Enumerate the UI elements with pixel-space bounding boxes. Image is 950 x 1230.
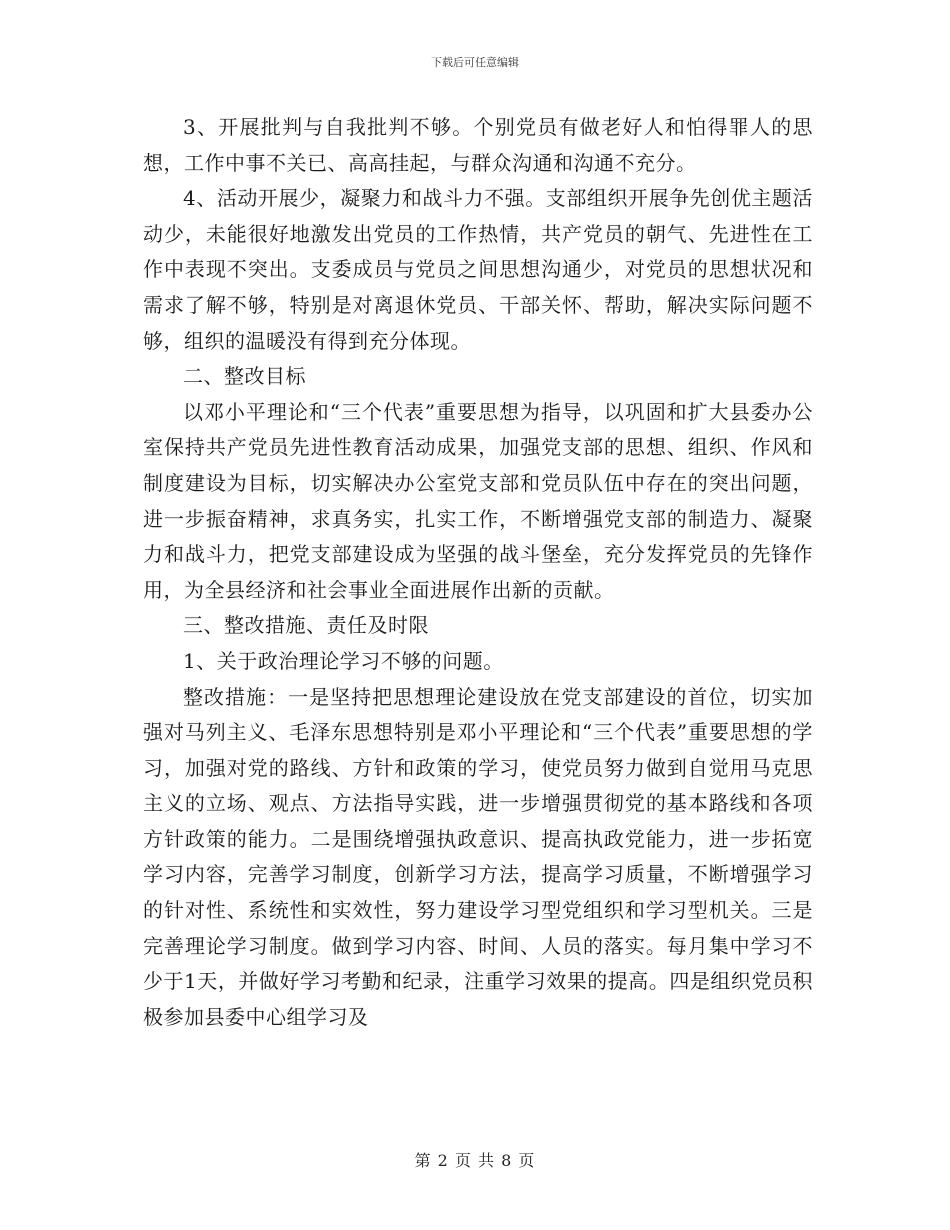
paragraph-criticism: 3、开展批判与自我批判不够。个别党员有做老好人和怕得罪人的思想，工作中事不关已、高高挂起，与群众沟通和沟通不充分。 [143,115,813,175]
subheading-theory-study: 1、关于政治理论学习不够的问题。 [183,648,504,673]
section-heading-measures: 三、整改措施、责任及时限 [183,613,429,638]
paragraph-goals: 以邓小平理论和“三个代表”重要思想为指导，以巩固和扩大县委办公室保持共产党员先进性教育活动成果，加强党支部的思想、组织、作风和制度建设为目标，切实解决办公室党支部和党员队伍中存在的突出问题，进一步振奋精神，求真务实，扎实工作，不断增强党支部的制造力、凝聚力和战斗力，把党支部建设成为坚强的战斗堡垒，充分发挥党员的先锋作用，为全县经济和社会事业全面进展作出新的贡献。 [143,399,813,602]
section-heading-goals: 二、整改目标 [183,364,306,389]
header-note: 下载后可任意编辑 [431,56,519,69]
paragraph-activities: 4、活动开展少，凝聚力和战斗力不强。支部组织开展争先创优主题活动少，未能很好地激发出党员的工作热情，共产党员的朝气、先进性在工作中表现不突出。支委成员与党员之间思想沟通少，对党员的思想状况和需求了解不够，特别是对离退休党员、干部关怀、帮助，解决实际问题不够，组织的温暖没有得到充分体现。 [143,186,813,353]
page-number: 第 2 页 共 8 页 [414,1151,536,1170]
paragraph-measures: 整改措施：一是坚持把思想理论建设放在党支部建设的首位，切实加强对马列主义、毛泽东思想特别是邓小平理论和“三个代表”重要思想的学习，加强对党的路线、方针和政策的学习，使党员努力做到自觉用马克思主义的立场、观点、方法指导实践，进一步增强贯彻党的基本路线和各项方针政策的能力。二是围绕增强执政意识、提高执政党能力，进一步拓宽学习内容，完善学习制度，创新学习方法，提高学习质量，不断增强学习的针对性、系统性和实效性，努力建设学习型党组织和学习型机关。三是完善理论学习制度。做到学习内容、时间、人员的落实。每月集中学习不少于1天，并做好学习考勤和纪录，注重学习效果的提高。四是组织党员积极参加县委中心组学习及 [143,684,813,1029]
document-body [143,110,813,1035]
